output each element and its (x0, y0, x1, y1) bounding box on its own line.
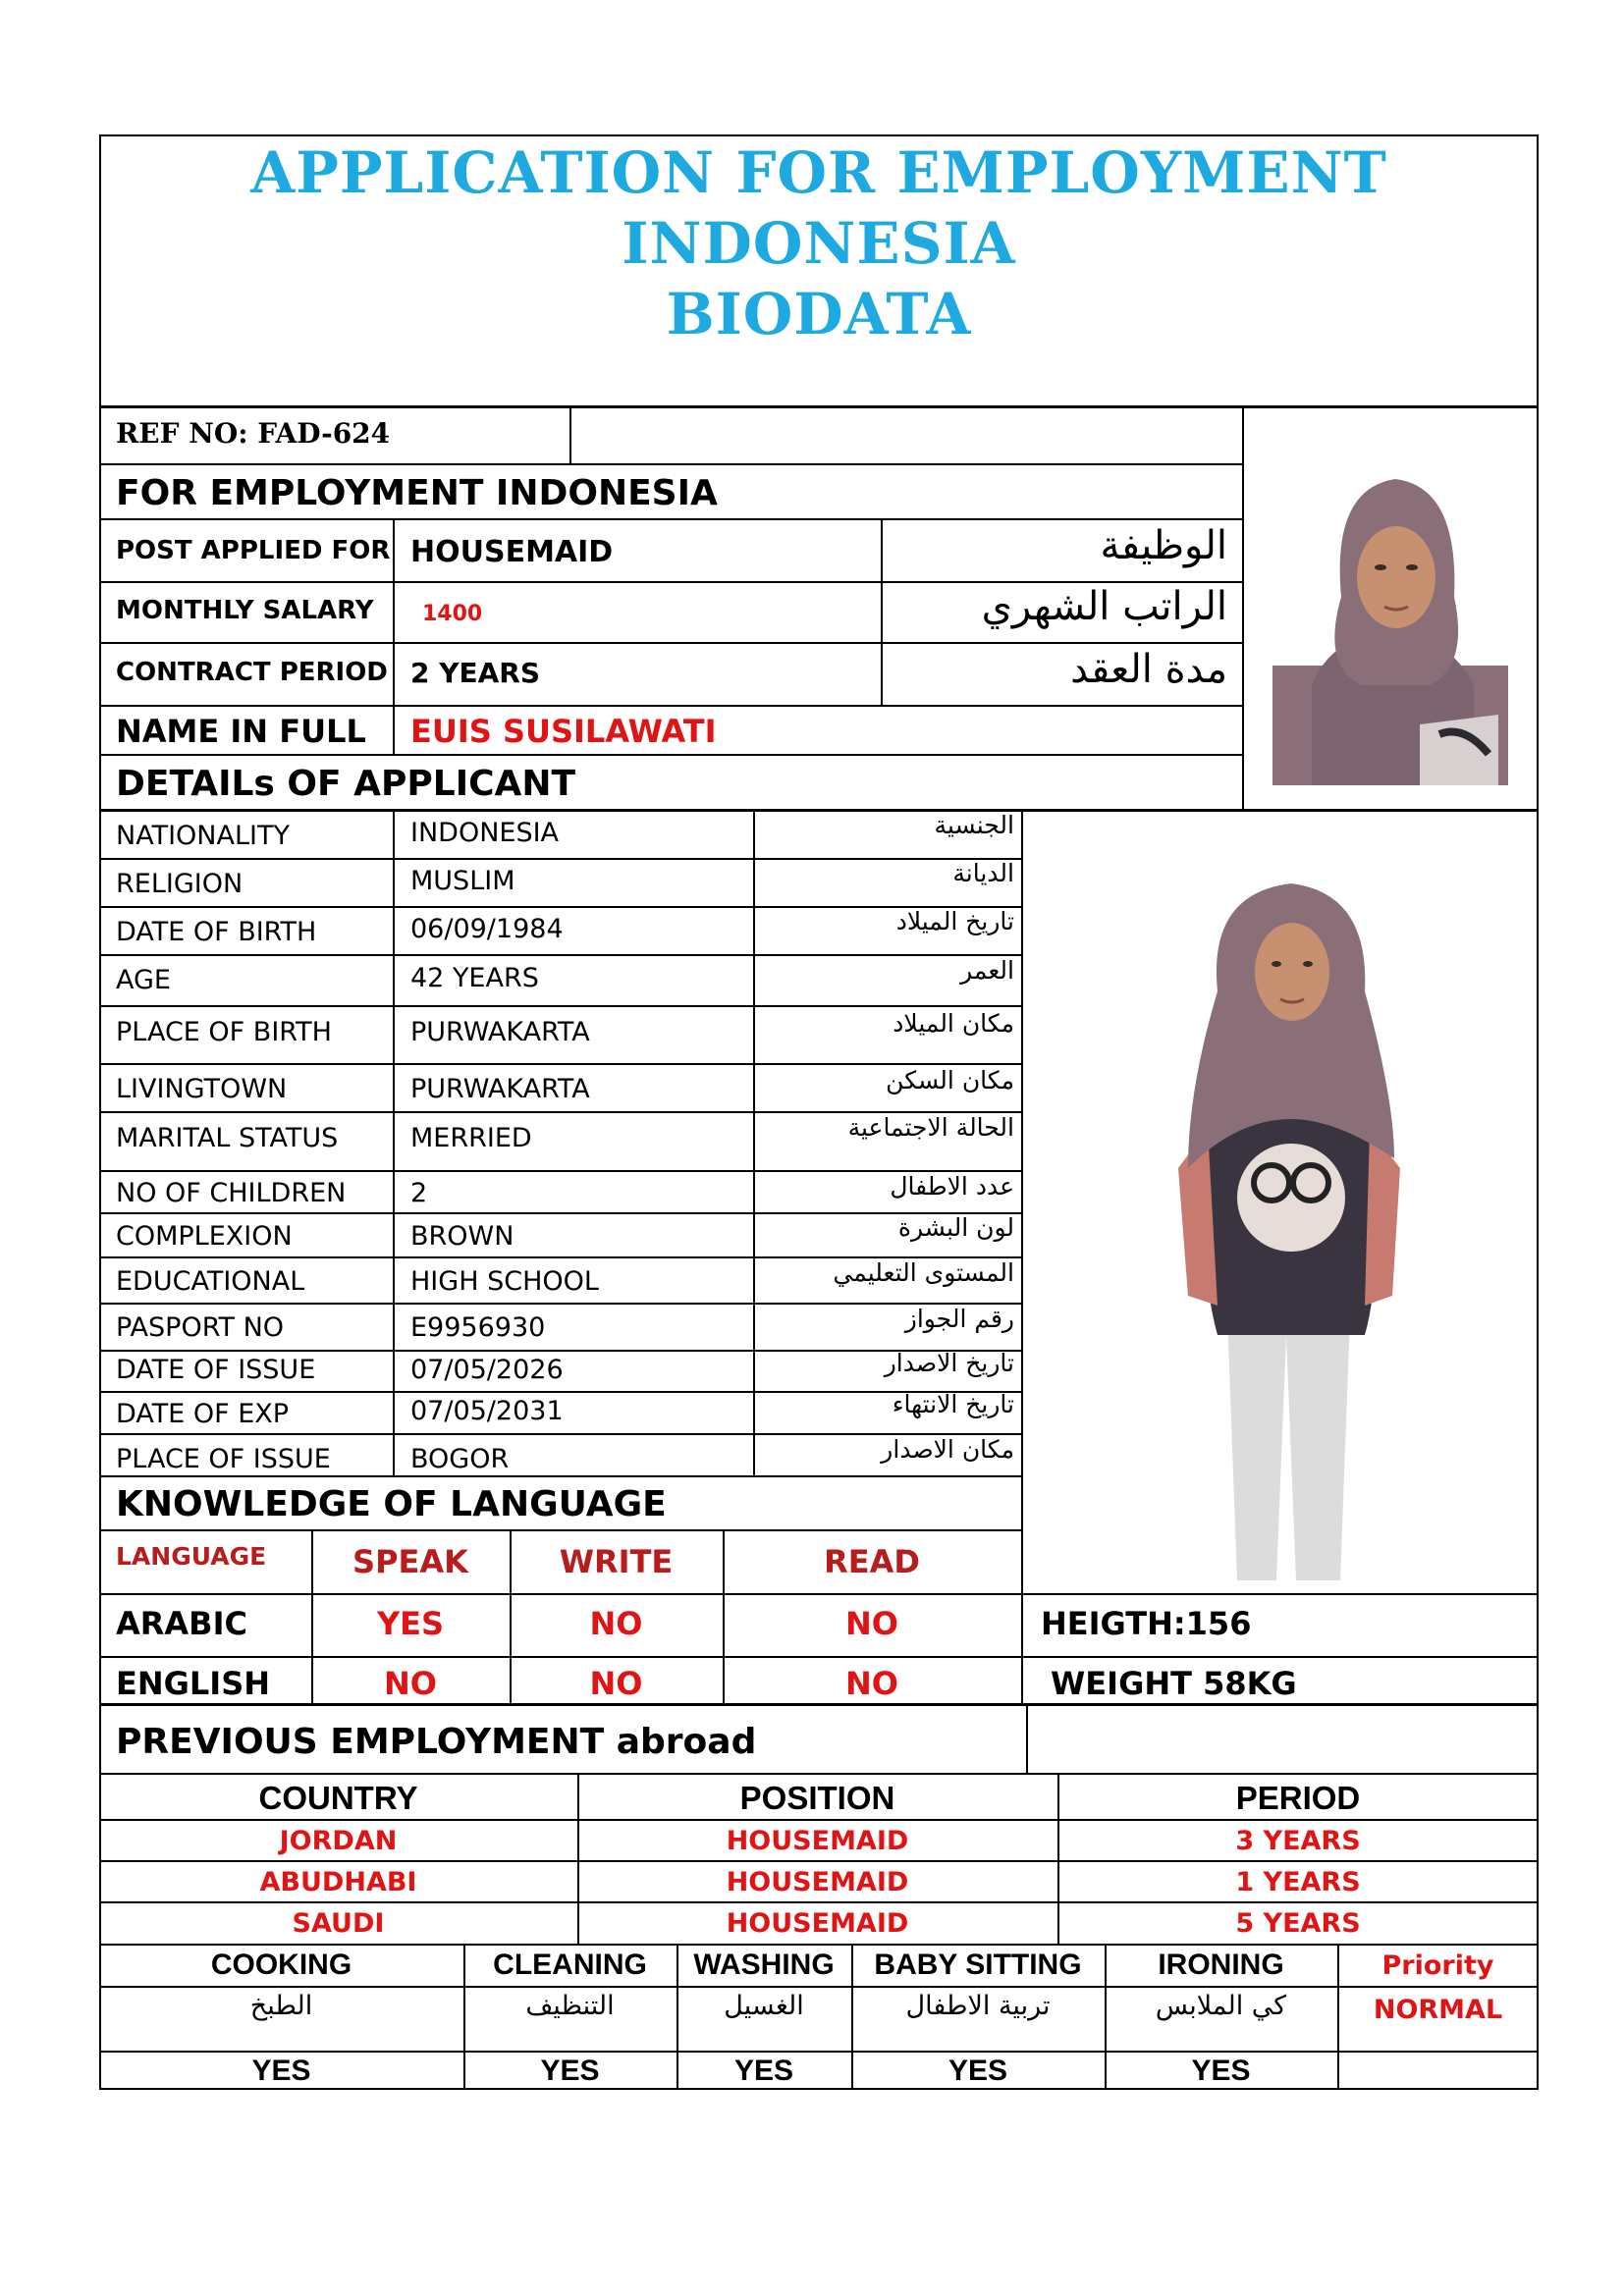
detail-label: PLACE OF BIRTH (116, 1017, 332, 1047)
rule (99, 1475, 1022, 1477)
weight-value: WEIGHT 58KG (1051, 1665, 1297, 1702)
previous-country: SAUDI (292, 1908, 385, 1939)
detail-value: 42 YEARS (410, 963, 539, 993)
language-read: NO (845, 1665, 898, 1702)
detail-value: MUSLIM (410, 866, 515, 896)
salary-value: 1400 (422, 602, 483, 626)
skill-washing-label: WASHING (693, 1949, 835, 1981)
skill-washing-arabic: الغسيل (724, 1991, 804, 2021)
detail-arabic: الحالة الاجتماعية (847, 1113, 1014, 1142)
rule (99, 1819, 1539, 1821)
rule (393, 518, 395, 754)
rule (99, 1773, 1539, 1775)
rule (99, 1901, 1539, 1903)
detail-value: MERRIED (410, 1123, 532, 1153)
detail-label: LIVINGTOWN (116, 1074, 288, 1104)
detail-label: PASPORT NO (116, 1312, 285, 1343)
section-employment-heading: FOR EMPLOYMENT INDONESIA (116, 473, 718, 513)
rule (99, 518, 1243, 520)
previous-period: 5 YEARS (1235, 1908, 1361, 1939)
previous-header-country: COUNTRY (258, 1780, 418, 1816)
rule (393, 810, 395, 1475)
priority-label: Priority (1381, 1950, 1494, 1981)
salary-label: MONTHLY SALARY (116, 596, 374, 625)
skill-ironing-arabic: كي الملابس (1155, 1991, 1287, 2021)
skill-cooking-label: COOKING (210, 1949, 352, 1981)
detail-arabic: مكان الاصدار (881, 1435, 1014, 1464)
portrait-photo (1272, 469, 1508, 785)
detail-arabic: المستوى التعليمي (833, 1258, 1014, 1287)
detail-value: BROWN (410, 1221, 514, 1252)
rule (753, 810, 755, 1475)
previous-position: HOUSEMAID (726, 1867, 909, 1897)
detail-value: BOGOR (410, 1444, 510, 1474)
skill-ironing-value: YES (1191, 2055, 1251, 2087)
salary-label-arabic: الراتب الشهري (981, 584, 1227, 629)
detail-arabic: مكان الميلاد (893, 1009, 1014, 1038)
language-header-speak: SPEAK (352, 1543, 468, 1580)
language-header-write: WRITE (559, 1543, 674, 1580)
language-row-name: ENGLISH (116, 1665, 271, 1702)
detail-arabic: الجنسية (934, 811, 1014, 839)
rule (99, 1529, 1022, 1531)
ref-number: REF NO: FAD-624 (116, 417, 391, 450)
previous-country: ABUDHABI (259, 1867, 417, 1897)
rule (99, 1656, 1539, 1658)
detail-arabic: مكان السكن (886, 1066, 1014, 1095)
title-line-1: APPLICATION FOR EMPLOYMENT (250, 139, 1387, 206)
skill-cleaning-arabic: التنظيف (525, 1991, 615, 2021)
detail-label: DATE OF BIRTH (116, 917, 317, 947)
rule (99, 705, 1243, 707)
previous-position: HOUSEMAID (726, 1826, 909, 1856)
rule (99, 1986, 1539, 1988)
detail-label: EDUCATIONAL (116, 1266, 305, 1297)
skill-babysitting-label: BABY SITTING (874, 1949, 1082, 1981)
rule (99, 1063, 1022, 1065)
rule (99, 1593, 1539, 1595)
detail-value: 07/05/2026 (410, 1355, 564, 1385)
ref-divider (569, 406, 571, 463)
previous-position: HOUSEMAID (726, 1908, 909, 1939)
detail-arabic: تاريخ الميلاد (895, 907, 1014, 935)
detail-value: E9956930 (410, 1312, 546, 1343)
detail-label: NO OF CHILDREN (116, 1178, 347, 1208)
full-body-photo (1168, 874, 1410, 1595)
detail-value: INDONESIA (410, 818, 560, 848)
language-header-language: LANGUAGE (116, 1542, 267, 1571)
detail-value: HIGH SCHOOL (410, 1266, 599, 1297)
previous-period: 1 YEARS (1235, 1867, 1361, 1897)
name-label: NAME IN FULL (116, 713, 366, 750)
rule (1026, 1704, 1028, 1773)
language-speak: NO (384, 1665, 437, 1702)
detail-label: DATE OF EXP (116, 1399, 290, 1429)
contract-label: CONTRACT PERIOD (116, 658, 388, 687)
post-value: HOUSEMAID (410, 535, 614, 569)
rule (99, 858, 1022, 860)
detail-arabic: لون البشرة (897, 1213, 1014, 1242)
detail-value: 2 (410, 1178, 428, 1208)
section-details-heading: DETAILs OF APPLICANT (116, 764, 576, 804)
skill-babysitting-arabic: تربية الاطفال (905, 1991, 1051, 2021)
rule (99, 1212, 1022, 1214)
rule (99, 1860, 1539, 1862)
rule (99, 463, 1243, 465)
detail-arabic: تاريخ الانتهاء (892, 1390, 1014, 1418)
detail-label: NATIONALITY (116, 821, 290, 851)
skill-babysitting-value: YES (947, 2055, 1008, 2087)
detail-label: AGE (116, 965, 171, 995)
detail-arabic: عدد الاطفال (890, 1172, 1014, 1201)
language-write: NO (589, 1605, 643, 1642)
rule (99, 2051, 1539, 2053)
rule (99, 642, 1243, 644)
rule (99, 1303, 1022, 1305)
detail-arabic: العمر (960, 956, 1014, 985)
rule (99, 1170, 1022, 1172)
skill-cooking-value: YES (251, 2055, 311, 2087)
section-language-heading: KNOWLEDGE OF LANGUAGE (116, 1484, 667, 1524)
detail-value: 07/05/2031 (410, 1396, 564, 1426)
post-label-arabic: الوظيفة (1100, 523, 1227, 568)
height-value: HEIGTH:156 (1041, 1605, 1252, 1642)
detail-label: RELIGION (116, 869, 244, 899)
name-value: EUIS SUSILAWATI (410, 713, 717, 750)
section-previous-heading: PREVIOUS EMPLOYMENT abroad (116, 1722, 757, 1762)
language-speak: YES (376, 1605, 445, 1642)
skill-ironing-label: IRONING (1158, 1949, 1284, 1981)
detail-arabic: رقم الجواز (904, 1305, 1014, 1333)
rule (99, 1005, 1022, 1007)
skill-washing-value: YES (733, 2055, 794, 2087)
rule (99, 906, 1022, 908)
detail-value: 06/09/1984 (410, 914, 564, 944)
skill-cooking-arabic: الطبخ (249, 1991, 313, 2021)
language-header-read: READ (824, 1543, 920, 1580)
rule (99, 754, 1243, 756)
priority-value: NORMAL (1373, 1995, 1503, 2025)
previous-header-position: POSITION (739, 1780, 895, 1816)
skill-cleaning-value: YES (540, 2055, 600, 2087)
detail-arabic: الديانة (952, 859, 1014, 887)
rule (99, 581, 1243, 583)
title-line-2: INDONESIA (622, 210, 1016, 277)
post-label: POST APPLIED FOR (116, 536, 391, 565)
detail-label: MARITAL STATUS (116, 1123, 339, 1153)
previous-period: 3 YEARS (1235, 1826, 1361, 1856)
previous-country: JORDAN (279, 1826, 398, 1856)
detail-value: PURWAKARTA (410, 1074, 590, 1104)
detail-label: DATE OF ISSUE (116, 1355, 316, 1385)
language-write: NO (589, 1665, 643, 1702)
skill-cleaning-label: CLEANING (493, 1949, 647, 1981)
detail-value: PURWAKARTA (410, 1017, 590, 1047)
rule (99, 1944, 1539, 1946)
previous-header-period: PERIOD (1235, 1780, 1361, 1816)
rule (881, 518, 883, 705)
rule (99, 954, 1022, 956)
contract-value: 2 YEARS (410, 657, 541, 689)
language-read: NO (845, 1605, 898, 1642)
detail-label: COMPLEXION (116, 1221, 293, 1252)
detail-arabic: تاريخ الاصدار (884, 1349, 1014, 1377)
contract-label-arabic: مدة العقد (1070, 647, 1227, 692)
title-line-3: BIODATA (666, 281, 972, 347)
photo-divider (1242, 406, 1244, 811)
detail-label: PLACE OF ISSUE (116, 1444, 331, 1474)
language-row-name: ARABIC (116, 1605, 247, 1642)
